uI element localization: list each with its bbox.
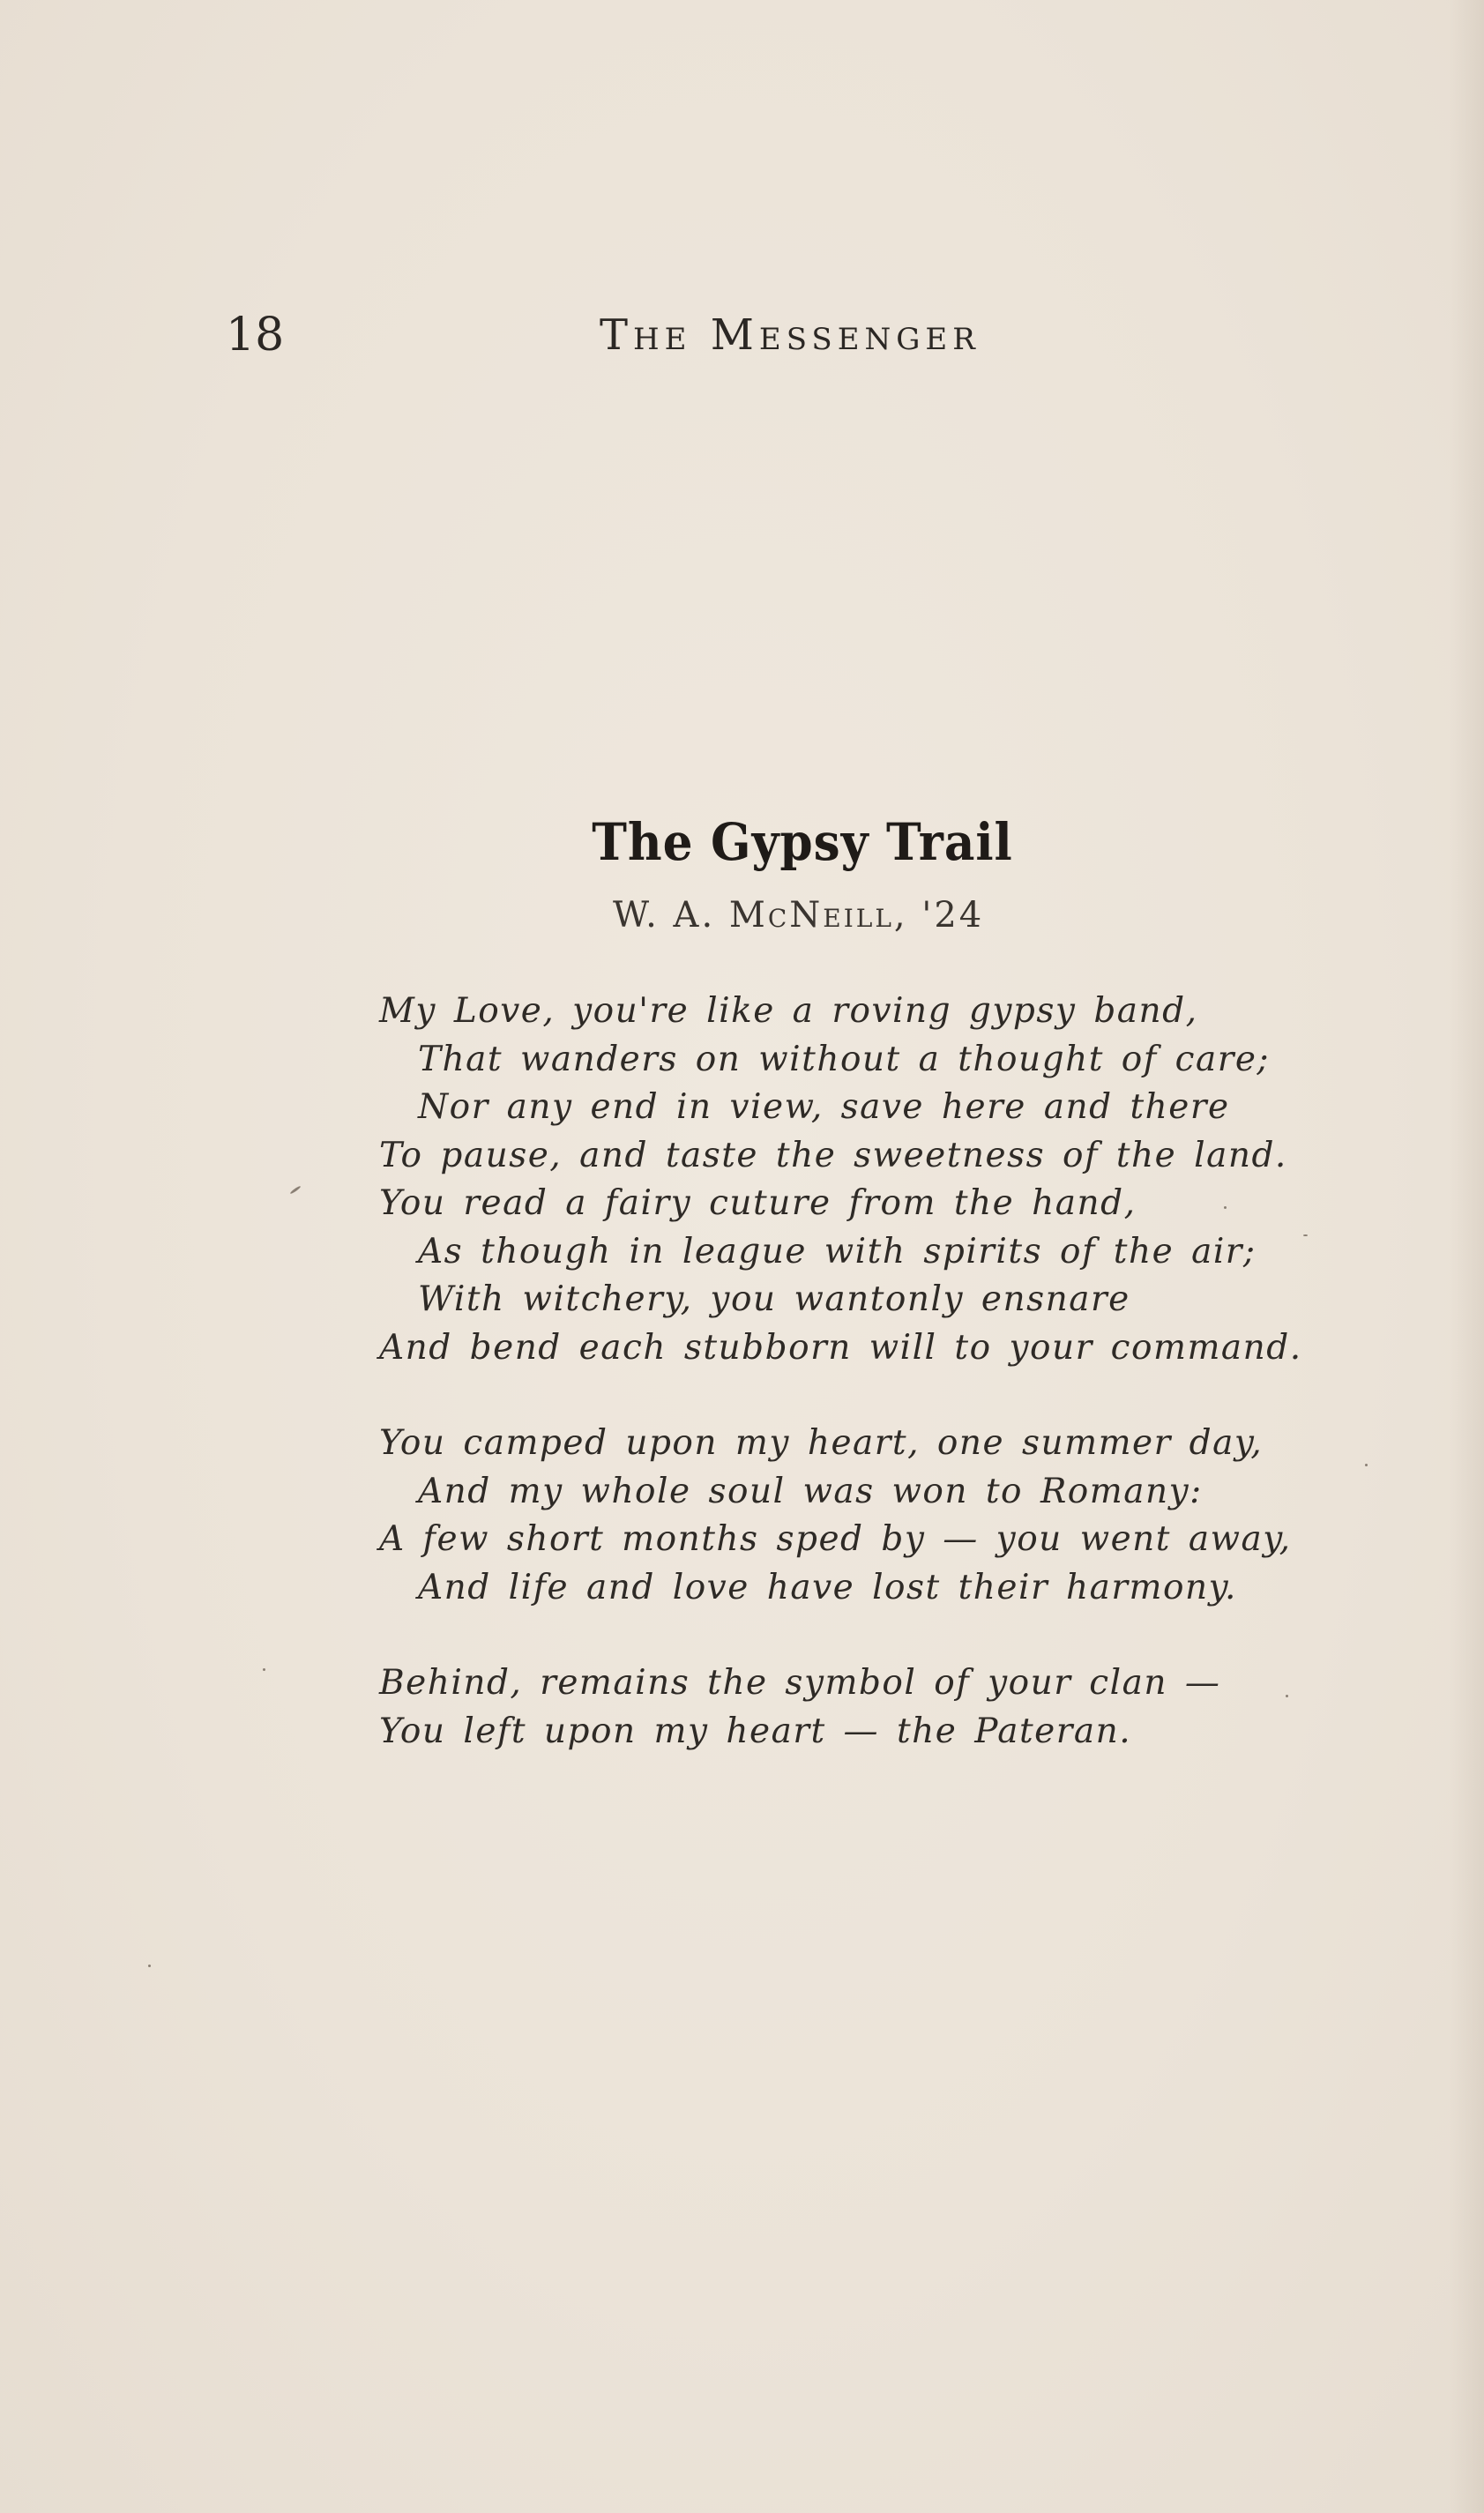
poem-line: Behind, remains the symbol of your clan — xyxy=(379,1663,1221,1703)
gutter-shadow xyxy=(1449,0,1484,2513)
running-head xyxy=(0,309,1484,362)
poem-line: As though in league with spirits of the air; xyxy=(418,1231,1257,1271)
stanza-1 xyxy=(379,988,1302,1372)
poem-line: To pause, and taste the sweetness of the land. xyxy=(379,1135,1287,1175)
paper-speck xyxy=(263,1668,265,1671)
poem-line: That wanders on without a thought of care; xyxy=(418,1039,1271,1079)
poem-line: With witchery, you wantonly ensnare xyxy=(418,1279,1130,1319)
paper-speck xyxy=(1365,1464,1368,1466)
paper-speck xyxy=(1303,1234,1308,1236)
poem-line: You read a fairy cuture from the hand, xyxy=(379,1183,1137,1223)
paper-speck xyxy=(148,1965,151,1967)
poem-line: And my whole soul was won to Romany: xyxy=(418,1471,1203,1511)
poem-line: My Love, you're like a roving gypsy band, xyxy=(379,991,1198,1031)
journal-title: The Messenger xyxy=(600,310,981,360)
paper-speck xyxy=(1224,1206,1227,1209)
paper-speck xyxy=(289,1185,301,1194)
poem-byline: W. A. McNeill, '24 xyxy=(613,895,985,936)
poem-line: And life and love have lost their harmony. xyxy=(418,1567,1237,1607)
stanza-3 xyxy=(379,1659,1220,1756)
poem-line: A few short months sped by — you went away, xyxy=(379,1519,1292,1559)
poem-title: The Gypsy Trail xyxy=(592,812,1013,872)
poem-line: Nor any end in view, save here and there xyxy=(418,1087,1230,1127)
paper-speck xyxy=(1286,1695,1288,1697)
page-number: 18 xyxy=(226,309,285,362)
poem-line: You camped upon my heart, one summer day, xyxy=(379,1423,1264,1463)
stanza-2 xyxy=(379,1420,1292,1612)
poem-line: And bend each stubborn will to your command. xyxy=(379,1327,1302,1368)
poem-line: You left upon my heart — the Pateran. xyxy=(379,1711,1132,1751)
